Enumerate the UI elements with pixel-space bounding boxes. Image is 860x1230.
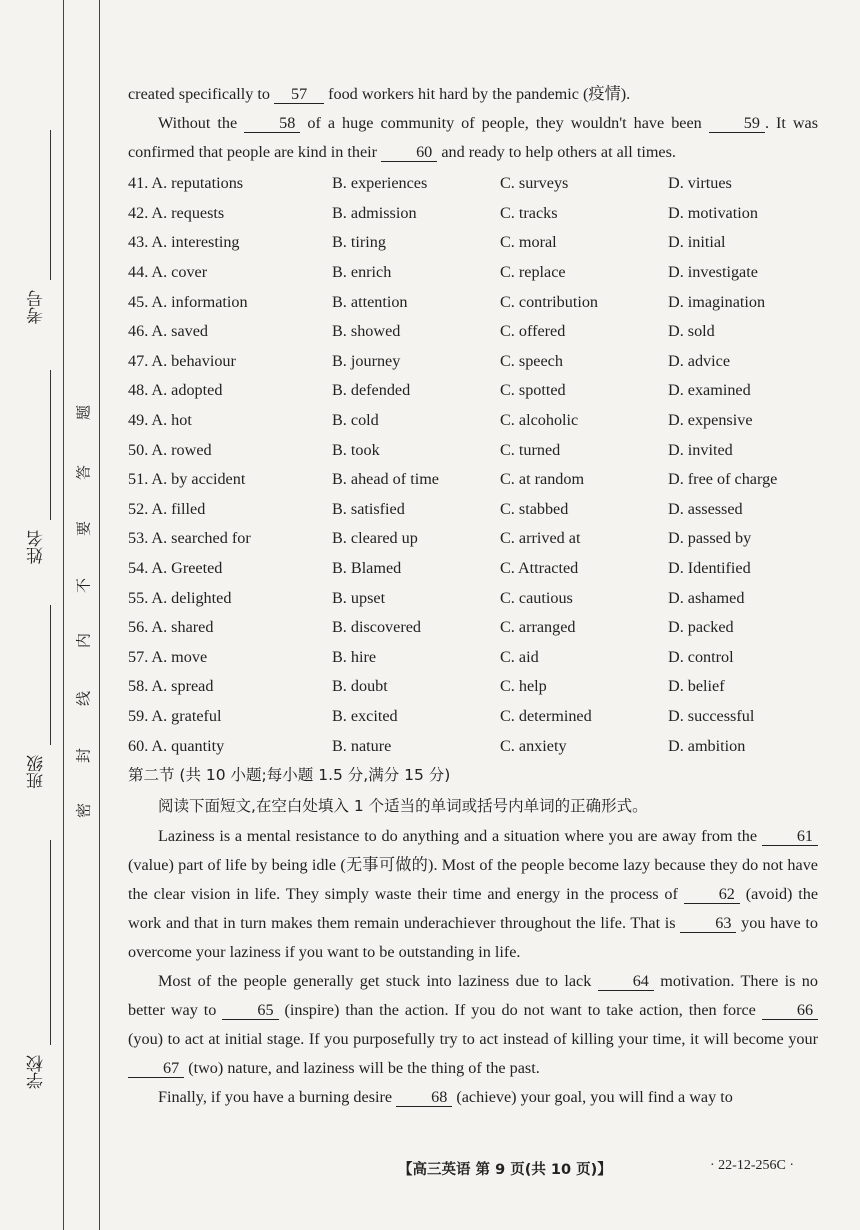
option-row [128,731,818,761]
seal-char: 封 [74,748,93,764]
option-cell: D. sold [668,322,715,341]
blank-64: 64 [598,972,654,991]
option-cell: D. packed [668,618,734,637]
option-row [128,583,818,613]
page-footer: 【高三英语 第 9 页(共 10 页)】 [398,1162,612,1178]
option-cell: C. speech [500,351,563,370]
option-cell: 52. A. filled [128,499,206,518]
option-cell: C. cautious [500,588,573,607]
seal-char: 密 [74,803,93,819]
option-cell: D. ambition [668,736,746,755]
option-cell: C. offered [500,322,566,341]
option-row [128,554,818,584]
option-row [128,643,818,673]
option-row [128,287,818,317]
school-label: 学校 [27,1055,47,1089]
option-cell: 48. A. adopted [128,381,223,400]
option-cell: B. showed [332,322,401,341]
option-row [128,435,818,465]
binding-line-inner [99,0,100,1230]
option-cell: B. hire [332,647,377,666]
option-cell: D. Identified [668,559,751,578]
option-cell: D. belief [668,677,725,696]
option-cell: C. Attracted [500,559,579,578]
option-cell: D. successful [668,706,755,725]
option-cell: D. initial [668,233,726,252]
option-cell: 49. A. hot [128,411,192,430]
option-cell: C. stabbed [500,499,569,518]
option-cell: B. defended [332,381,411,400]
blank-58: 58 [244,114,300,133]
option-cell: B. Blamed [332,559,402,578]
blank-57: 57 [274,85,324,104]
option-row [128,376,818,406]
option-row [128,199,818,229]
option-cell: D. free of charge [668,470,778,489]
option-cell: C. surveys [500,174,569,193]
seal-char: 线 [74,691,93,707]
passage2-para3: Finally, if you have a burning desire 68 (achieve) your goal, you will find a way to [158,1087,733,1106]
option-cell: C. at random [500,470,585,489]
option-cell: B. satisfied [332,499,405,518]
option-cell: D. expensive [668,411,753,430]
option-cell: B. tiring [332,233,386,252]
seal-char: 不 [74,578,93,594]
option-cell: 58. A. spread [128,677,214,696]
option-cell: D. investigate [668,263,758,282]
exam-number-field[interactable] [50,130,51,280]
name-label: 姓名 [27,530,47,564]
blank-61: 61 [762,827,818,846]
option-cell: 43. A. interesting [128,233,240,252]
option-row [128,258,818,288]
option-cell: C. help [500,677,547,696]
option-cell: B. doubt [332,677,388,696]
option-cell: C. tracks [500,203,558,222]
option-cell: 42. A. requests [128,203,225,222]
option-cell: B. cold [332,411,379,430]
option-cell: 41. A. reputations [128,174,244,193]
option-cell: D. passed by [668,529,752,548]
option-cell: D. motivation [668,203,758,222]
option-cell: B. cleared up [332,529,418,548]
option-row [128,465,818,495]
option-row [128,702,818,732]
option-cell: 60. A. quantity [128,736,225,755]
option-cell: 44. A. cover [128,263,208,282]
school-field[interactable] [50,840,51,1045]
option-cell: B. excited [332,706,398,725]
option-row [128,524,818,554]
option-row [128,228,818,258]
blank-62: 62 [684,885,740,904]
option-cell: C. alcoholic [500,411,579,430]
name-field[interactable] [50,370,51,520]
option-cell: B. took [332,440,380,459]
option-cell: C. aid [500,647,539,666]
class-label: 班级 [27,755,47,789]
seal-char: 答 [74,465,93,481]
option-cell: 54. A. Greeted [128,559,223,578]
passage2-para1: Laziness is a mental resistance to do anything and a situation where you are away from the 61 (value) part of life by being idle (无事可做的). Most of the people become lazy because they do not have the clear vision in life. They simply waste their time and energy in the process of 62 (avoid) the work and that in turn makes them remain underachiever throughout the life. That is 63 you have to overcome your laziness if you want to be outstanding in life. [128,826,819,961]
option-cell: D. invited [668,440,733,459]
page-content [128,80,818,1112]
binding-line-outer [63,0,64,1230]
option-row [128,406,818,436]
section-2-title: 第二节 (共 10 小题;每小题 1.5 分,满分 15 分) [128,765,451,784]
blank-63: 63 [680,914,736,933]
option-cell: 56. A. shared [128,618,214,637]
option-cell: B. discovered [332,618,422,637]
option-cell: B. ahead of time [332,470,439,489]
option-cell: D. examined [668,381,751,400]
option-cell: 50. A. rowed [128,440,212,459]
passage1-line1: created specifically to 57 food workers hit hard by the pandemic (疫情). [128,85,631,103]
paper-code: · 22-12-256C · [710,1158,794,1173]
option-cell: 59. A. grateful [128,706,222,725]
option-cell: D. imagination [668,292,766,311]
option-cell: D. control [668,647,734,666]
blank-60: 60 [381,143,437,162]
option-cell: 53. A. searched for [128,529,251,548]
option-cell: C. turned [500,440,561,459]
option-cell: B. journey [332,351,401,370]
option-row [128,672,818,702]
option-row [128,347,818,377]
option-cell: 46. A. saved [128,322,209,341]
option-cell: 47. A. behaviour [128,351,236,370]
passage2-para2: Most of the people generally get stuck into laziness due to lack 64 motivation. There is no better way to 65 (inspire) than the action. If you do not want to take action, then force 66 (you) to act at initial stage. If you purposefully try to act instead of killing your time, it will become your 67 (two) nature, and laziness will be the thing of the past. [128,971,818,1077]
option-cell: C. spotted [500,381,566,400]
option-cell: C. anxiety [500,736,567,755]
blank-59: 59 [709,114,765,133]
option-cell: B. upset [332,588,386,607]
option-cell: B. attention [332,292,408,311]
option-cell: D. assessed [668,499,743,518]
option-cell: 55. A. delighted [128,588,232,607]
options-table [128,169,818,761]
blank-66: 66 [762,1001,818,1020]
class-field[interactable] [50,605,51,745]
option-cell: B. admission [332,203,417,222]
option-cell: C. contribution [500,292,599,311]
option-row [128,613,818,643]
section-2-instruction: 阅读下面短文,在空白处填入 1 个适当的单词或括号内单词的正确形式。 [158,796,648,815]
seal-char: 题 [74,405,93,421]
option-cell: D. advice [668,351,731,370]
option-cell: D. ashamed [668,588,745,607]
option-row [128,495,818,525]
passage1-para2: Without the 58 of a huge community of people, they wouldn't have been 59 . It was confirmed that people are kind in their 60 and ready to help others at all times. [128,114,819,161]
option-row [128,169,818,199]
option-cell: B. enrich [332,263,392,282]
seal-char: 要 [74,521,93,537]
exam-number-label: 考号 [27,290,47,324]
option-cell: C. arranged [500,618,576,637]
option-cell: 51. A. by accident [128,470,246,489]
option-cell: C. arrived at [500,529,581,548]
seal-char: 内 [74,633,93,649]
option-cell: B. nature [332,736,392,755]
option-cell: C. replace [500,263,566,282]
option-cell: C. moral [500,233,557,252]
option-row [128,317,818,347]
option-cell: C. determined [500,706,592,725]
blank-68: 68 [396,1088,452,1107]
blank-67: 67 [128,1059,184,1078]
blank-65: 65 [222,1001,278,1020]
option-cell: 57. A. move [128,647,208,666]
option-cell: 45. A. information [128,292,248,311]
option-cell: B. experiences [332,174,428,193]
option-cell: D. virtues [668,174,732,193]
